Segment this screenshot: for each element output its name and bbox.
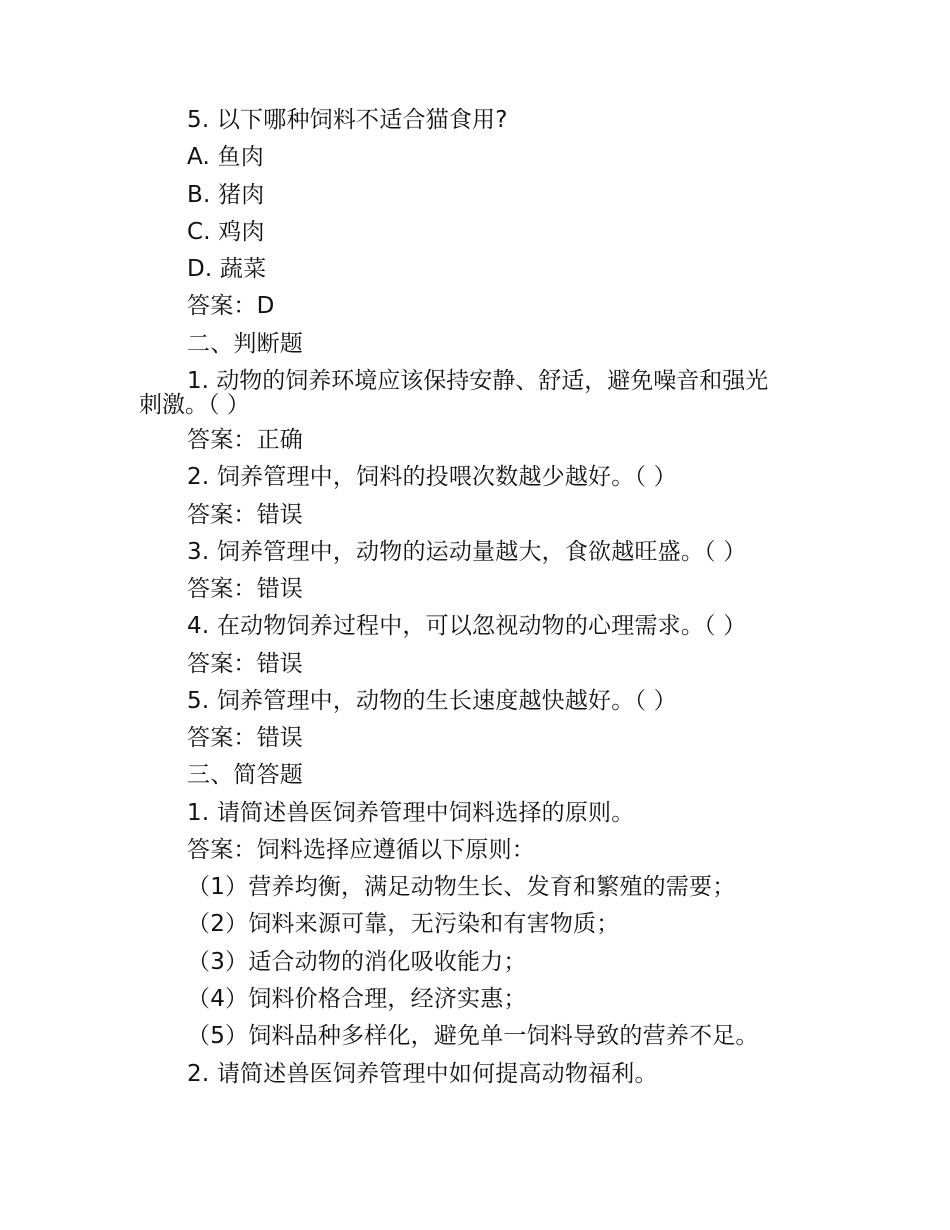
mcq-q5-answer: 答案：D (187, 293, 275, 319)
judgement-q1-line1: 1. 动物的饲养环境应该保持安静、舒适，避免噪音和强光 (187, 368, 769, 394)
judgement-a1: 答案：正确 (187, 427, 303, 453)
short-answer-a1-point-1: （1）营养均衡，满足动物生长、发育和繁殖的需要； (187, 874, 736, 900)
mcq-q5-option-c: C. 鸡肉 (187, 219, 265, 245)
mcq-q5-option-a: A. 鱼肉 (187, 144, 264, 170)
short-answer-a1-point-3: （3）适合动物的消化吸收能力； (187, 949, 527, 975)
mcq-q5-option-b: B. 猪肉 (187, 182, 265, 208)
judgement-a5: 答案：错误 (187, 725, 303, 751)
judgement-q4: 4. 在动物饲养过程中，可以忽视动物的心理需求。（ ） (187, 613, 747, 639)
judgement-a3: 答案：错误 (187, 576, 303, 602)
judgement-q1 (139, 369, 829, 417)
judgement-q2: 2. 饲养管理中，饲料的投喂次数越少越好。（ ） (187, 464, 677, 490)
judgement-q1-line2: 刺激。（ ） (139, 392, 250, 418)
short-answer-q2: 2. 请简述兽医饲养管理中如何提高动物福利。 (187, 1061, 658, 1087)
judgement-a4: 答案：错误 (187, 651, 303, 677)
mcq-q5-stem: 5. 以下哪种饲料不适合猫食用? (187, 107, 508, 133)
short-answer-q1: 1. 请简述兽医饲养管理中饲料选择的原则。 (187, 800, 635, 826)
short-answer-heading: 三、简答题 (187, 762, 303, 788)
short-answer-a1-point-4: （4）饲料价格合理，经济实惠； (187, 986, 527, 1012)
mcq-q5-option-d: D. 蔬菜 (187, 256, 267, 282)
judgement-q3: 3. 饲养管理中，动物的运动量越大，食欲越旺盛。（ ） (187, 539, 747, 565)
judgement-a2: 答案：错误 (187, 502, 303, 528)
judgement-heading: 二、判断题 (187, 331, 303, 357)
judgement-q5: 5. 饲养管理中，动物的生长速度越快越好。（ ） (187, 688, 677, 714)
short-answer-a1-intro: 答案：饲料选择应遵循以下原则： (187, 837, 535, 863)
short-answer-a1-point-5: （5）饲料品种多样化，避免单一饲料导致的营养不足。 (187, 1023, 759, 1049)
short-answer-a1-point-2: （2）饲料来源可靠，无污染和有害物质； (187, 911, 620, 937)
